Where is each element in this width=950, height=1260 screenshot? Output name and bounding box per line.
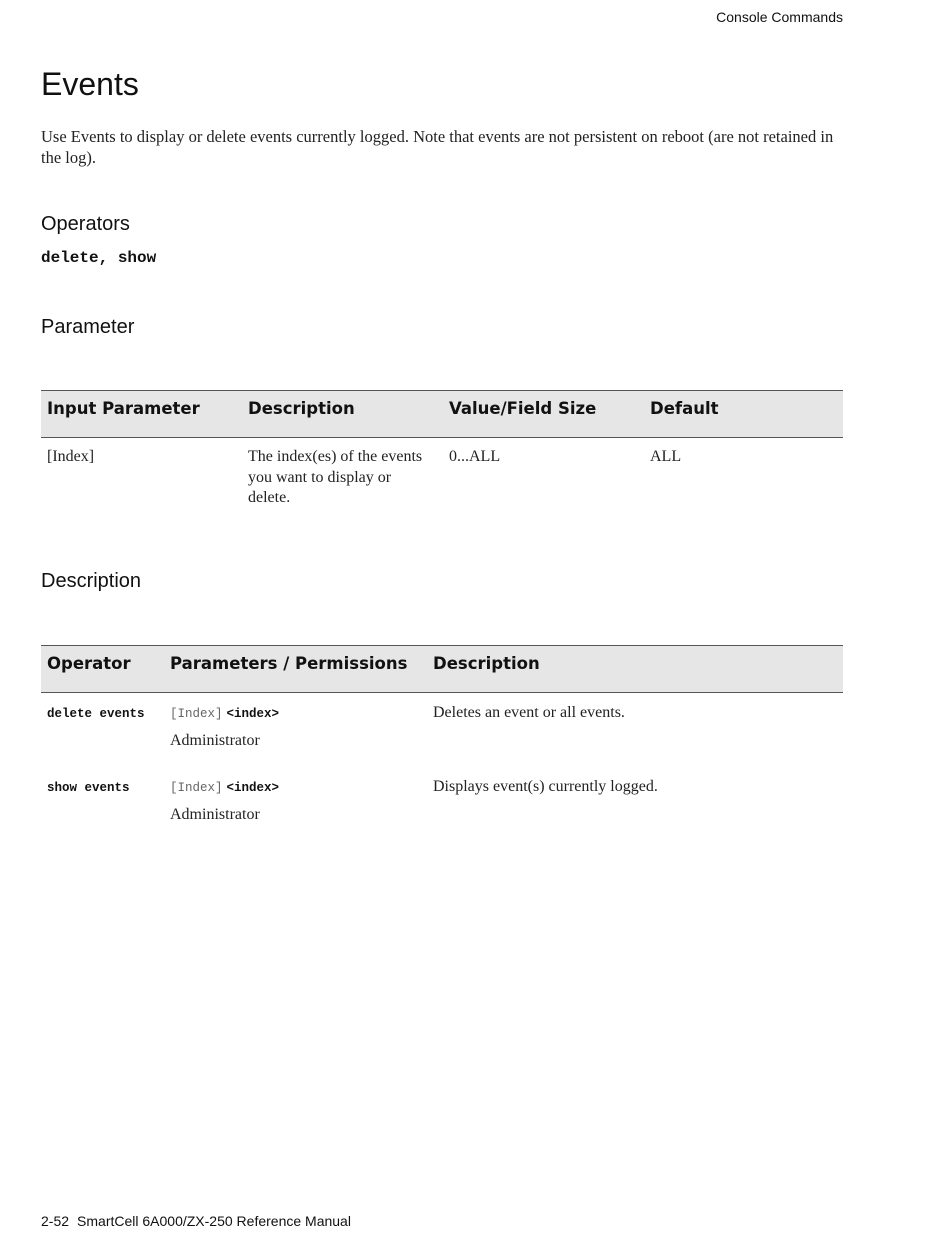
cell-value-field-size: 0...ALL (449, 448, 501, 465)
parameter-option: [Index] (170, 707, 223, 721)
table-row (41, 693, 843, 768)
parameter-argument: <index> (226, 707, 280, 721)
cell-operator (41, 767, 164, 841)
page-title: Events (41, 66, 139, 102)
parameter-argument: <index> (226, 781, 280, 795)
intro-paragraph: Use Events to display or delete events currently logged. Note that events are not persistent on reboot (are not retained in the log). (41, 127, 834, 167)
operators-heading: Operators (41, 213, 130, 235)
cell-description: Displays event(s) currently logged. (433, 778, 658, 795)
running-footer (41, 1213, 351, 1229)
cell-parameters-permissions (164, 767, 427, 841)
cell-default: ALL (650, 448, 682, 465)
cell-description: Deletes an event or all events. (433, 704, 625, 721)
parameter-table-header (41, 391, 843, 438)
parameter-heading: Parameter (41, 316, 135, 338)
cell-operator (41, 693, 164, 768)
description-table-header (41, 646, 843, 693)
parameter-table (41, 390, 843, 517)
operator-command: delete events (47, 707, 145, 721)
manual-title: SmartCell 6A000/ZX-250 Reference Manual (77, 1213, 351, 1229)
column-header-description: Description (427, 646, 843, 693)
permission-level: Administrator (170, 805, 260, 823)
parameter-option: [Index] (170, 781, 223, 795)
table-row (41, 767, 843, 841)
description-table (41, 645, 843, 841)
permission-level: Administrator (170, 731, 260, 749)
column-header-parameters-permissions: Parameters / Permissions (164, 646, 427, 693)
operators-list: delete, show (41, 249, 157, 267)
table-row (41, 438, 843, 517)
cell-parameters-permissions (164, 693, 427, 768)
column-header-default: Default (644, 391, 843, 438)
cell-input-parameter: [Index] (47, 448, 95, 465)
column-header-input-parameter: Input Parameter (41, 391, 242, 438)
description-heading: Description (41, 570, 142, 592)
operator-command: show events (47, 781, 130, 795)
column-header-operator: Operator (41, 646, 164, 693)
cell-description: The index(es) of the events you want to display or delete. (248, 448, 423, 506)
column-header-description: Description (242, 391, 443, 438)
page-number: 2-52 (41, 1213, 70, 1229)
column-header-value-field-size: Value/Field Size (443, 391, 644, 438)
running-header: Console Commands (716, 9, 843, 25)
